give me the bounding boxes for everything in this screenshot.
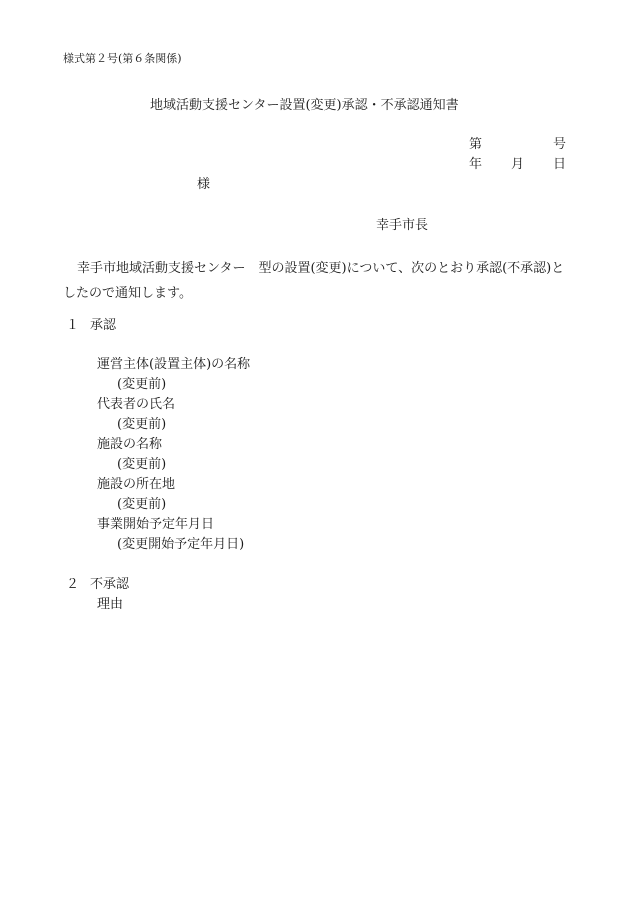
item-sub: (変更前) <box>117 497 167 512</box>
body-paragraph <box>63 256 568 306</box>
item-label: 運営主体(設置主体)の名称 <box>97 357 251 372</box>
document-title: 地域活動支援センター設置(変更)承認・不承認通知書 <box>150 98 459 113</box>
item-sub: (変更前) <box>117 417 167 432</box>
form-label: 様式第２号(第６条関係) <box>63 52 182 65</box>
item-sub: (変更前) <box>117 457 167 472</box>
body-part1: 幸手市地域活動支援センター <box>77 261 246 276</box>
recipient-honorific: 様 <box>197 177 211 192</box>
item-sub: (変更前) <box>117 377 167 392</box>
date-day: 日 <box>553 157 567 172</box>
body-part2: 型の設置(変更)について、次のとおり承認(不承認)としたので通知します。 <box>63 261 565 301</box>
reason-label: 理由 <box>97 597 124 612</box>
section2-number: ２ <box>66 577 80 592</box>
item-label: 代表者の氏名 <box>97 397 176 412</box>
number-suffix: 号 <box>553 137 567 152</box>
section1-title: 承認 <box>90 318 117 333</box>
number-prefix: 第 <box>469 137 483 152</box>
section2-title: 不承認 <box>90 577 130 592</box>
item-label: 施設の所在地 <box>97 477 176 492</box>
issuer: 幸手市長 <box>376 218 429 233</box>
item-label: 事業開始予定年月日 <box>97 517 215 532</box>
date-year: 年 <box>469 157 483 172</box>
item-label: 施設の名称 <box>97 437 163 452</box>
section1-number: １ <box>66 318 80 333</box>
date-month: 月 <box>511 157 525 172</box>
item-sub: (変更開始予定年月日) <box>117 537 245 552</box>
